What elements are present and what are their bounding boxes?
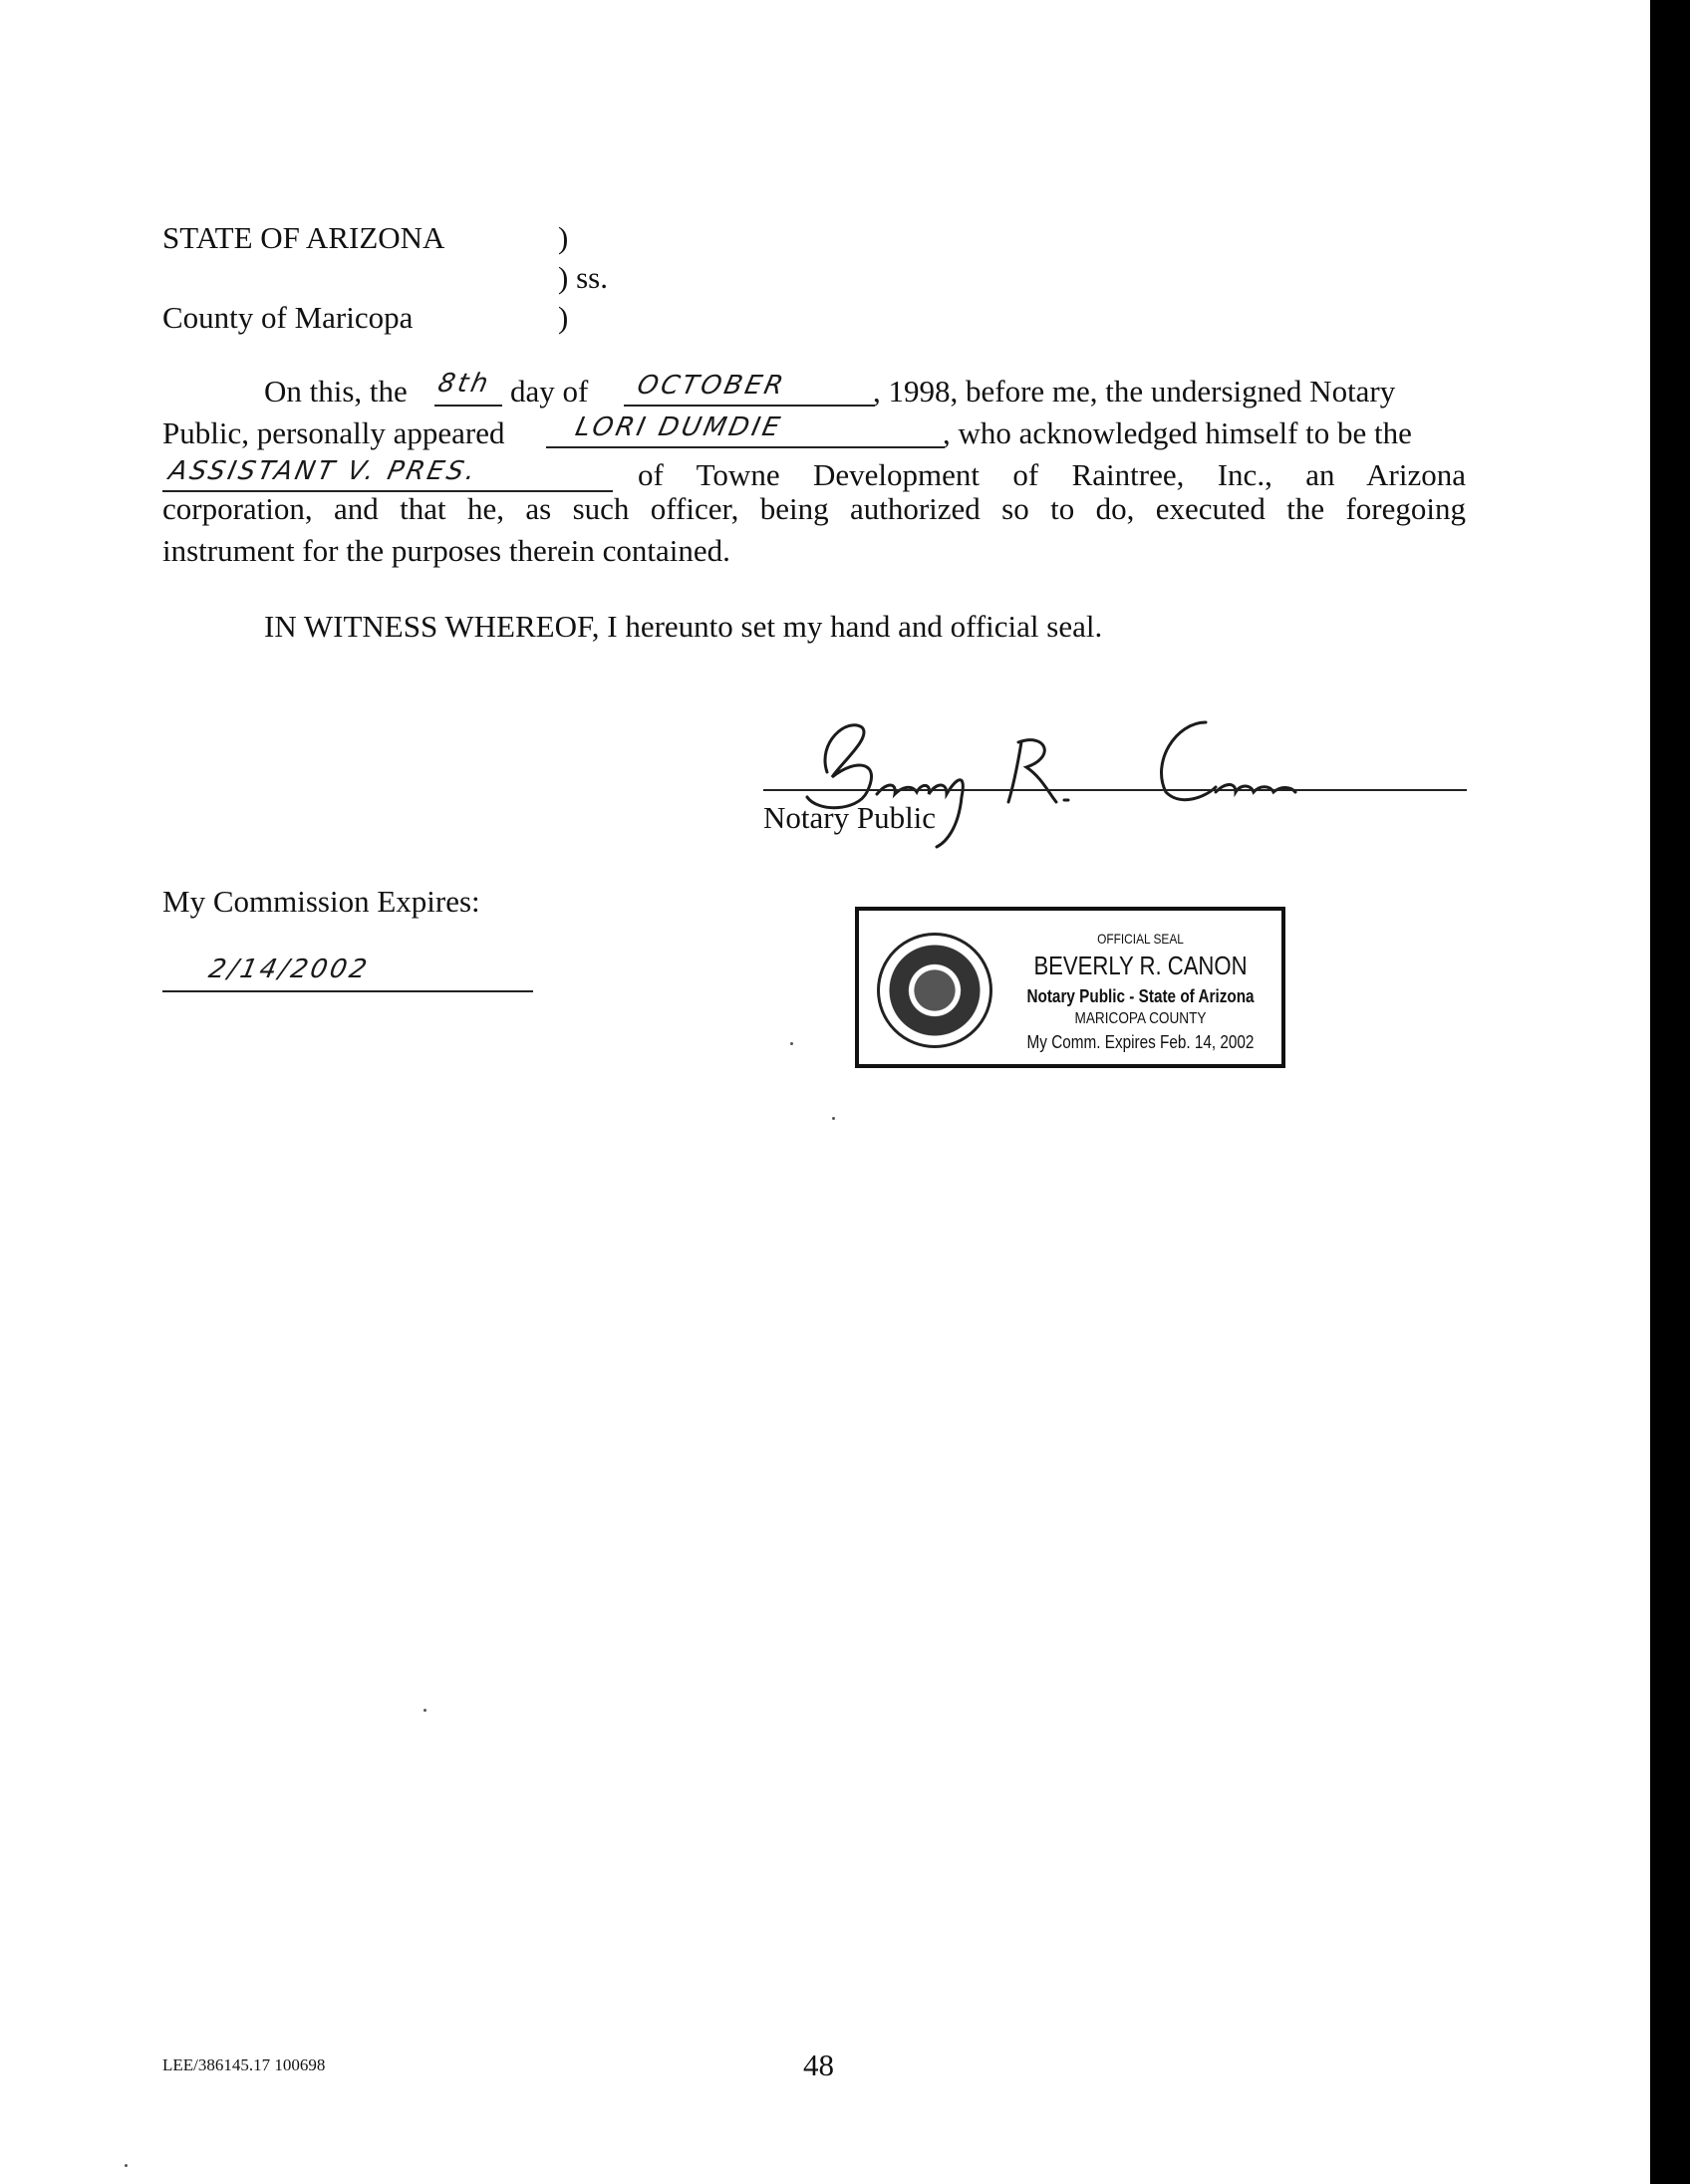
handwritten-name: LORI DUMDIE xyxy=(572,412,785,442)
caption-paren: ) xyxy=(558,300,569,335)
great-seal-icon xyxy=(877,933,992,1048)
seal-heading: OFFICIAL SEAL xyxy=(1097,931,1184,947)
scan-edge-bar xyxy=(1650,0,1690,2184)
ack-text: Public, personally appeared xyxy=(162,415,505,450)
handwritten-commission-date: 2/14/2002 xyxy=(205,955,373,984)
state-caption: STATE OF ARIZONA xyxy=(162,220,445,255)
ack-text: instrument for the purposes therein contained. xyxy=(162,533,730,568)
county-caption: County of Maricopa xyxy=(162,300,414,335)
signature-line xyxy=(763,789,1467,791)
ack-text: of Towne Development of Raintree, Inc., an Arizona xyxy=(638,457,1466,492)
scan-speck xyxy=(125,2164,128,2167)
seal-expiry: My Comm. Expires Feb. 14, 2002 xyxy=(1026,1032,1255,1052)
handwritten-day: 8th xyxy=(434,369,494,399)
notary-public-label: Notary Public xyxy=(763,800,937,835)
scan-speck xyxy=(832,1117,835,1120)
scan-speck xyxy=(423,1709,426,1712)
ack-text: day of xyxy=(510,374,589,409)
seal-county: MARICOPA COUNTY xyxy=(1074,1010,1207,1027)
name-blank xyxy=(546,446,945,448)
day-blank xyxy=(434,405,502,407)
handwritten-month: OCTOBER xyxy=(634,371,789,401)
month-blank xyxy=(624,405,875,407)
official-seal-stamp xyxy=(855,907,1285,1068)
ack-text: , who acknowledged himself to be the xyxy=(943,415,1412,450)
page-number: 48 xyxy=(803,2048,834,2082)
ack-text: corporation, and that he, as such officer, being authorized so to do, executed the foregoing xyxy=(162,491,1466,526)
seal-commission: Notary Public - State of Arizona xyxy=(1026,986,1255,1006)
ss-caption: ) ss. xyxy=(558,260,608,295)
seal-name: BEVERLY R. CANON xyxy=(1033,951,1248,980)
commission-date-line xyxy=(162,990,533,992)
scan-speck xyxy=(790,1042,793,1045)
caption-paren: ) xyxy=(558,220,569,255)
document-reference: LEE/386145.17 100698 xyxy=(162,2055,326,2074)
ack-text: On this, the xyxy=(264,374,408,409)
handwritten-title: ASSISTANT V. PRES. xyxy=(165,456,481,486)
commission-label: My Commission Expires: xyxy=(162,884,480,919)
ack-text: , 1998, before me, the undersigned Notary xyxy=(873,374,1396,409)
witness-clause: IN WITNESS WHEREOF, I hereunto set my hand and official seal. xyxy=(264,609,1103,644)
